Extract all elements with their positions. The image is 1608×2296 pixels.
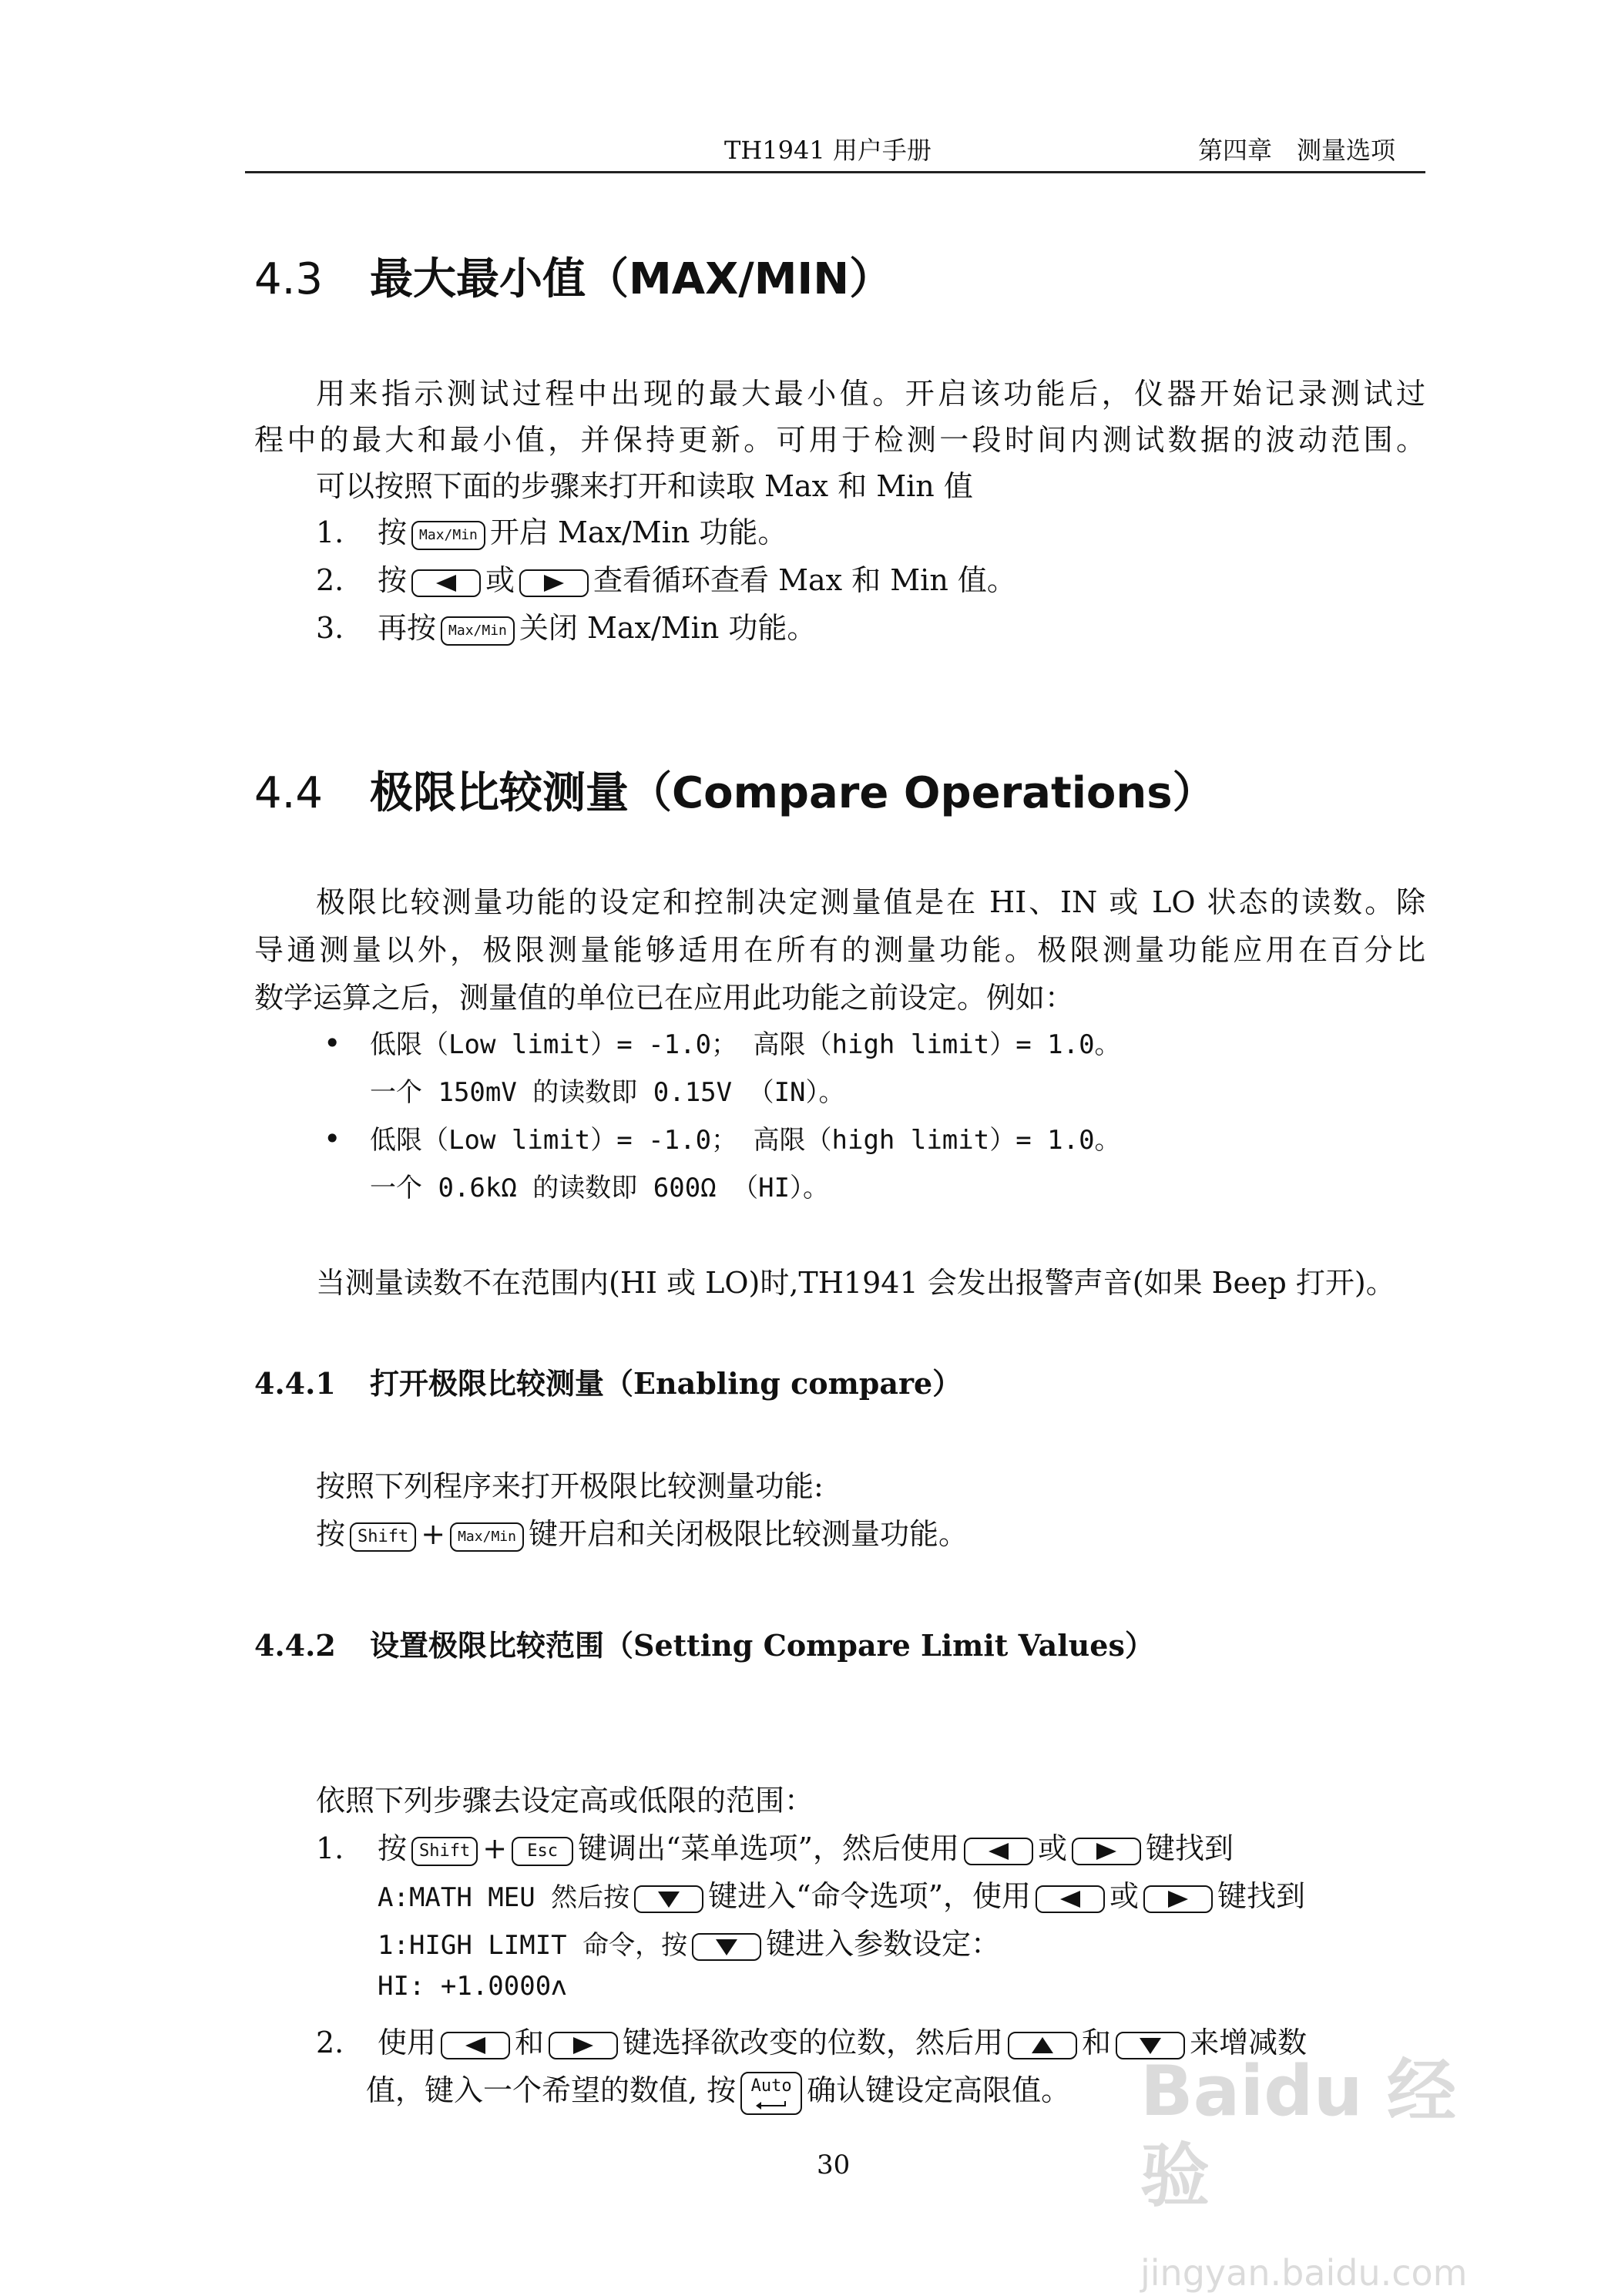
header-rule bbox=[245, 171, 1425, 173]
up-arrow-key-icon bbox=[1008, 2032, 1077, 2059]
display-readout: HI: +1.0000ʌ bbox=[378, 1971, 567, 2002]
list-number: 1. bbox=[316, 515, 344, 549]
paragraph-line: 用来指示测试过程中出现的最大最小值。开启该功能后，仪器开始记录测试过 bbox=[316, 377, 1425, 411]
list-number: 1. bbox=[316, 1831, 344, 1865]
bullet-subtext bbox=[370, 1166, 1541, 1204]
right-arrow-key-icon bbox=[1143, 1885, 1213, 1913]
right-arrow-key-icon bbox=[549, 2032, 618, 2059]
section-title: 打开极限比较测量（Enabling compare） bbox=[370, 1366, 962, 1401]
auto-enter-key-icon bbox=[740, 2072, 802, 2115]
paragraph-line: 数学运算之后，测量值的单位已在应用此功能之前设定。例如： bbox=[254, 981, 1075, 1015]
list-text: 或 bbox=[1037, 1831, 1067, 1865]
section-number: 4.4 bbox=[254, 768, 324, 818]
list-item-continuation bbox=[378, 1872, 1549, 1915]
down-arrow-key-icon bbox=[634, 1885, 703, 1913]
list-text: 查看循环查看 Max 和 Min 值。 bbox=[593, 563, 1016, 597]
list-item-continuation bbox=[378, 1968, 1549, 2002]
right-arrow-key-icon bbox=[1072, 1838, 1141, 1865]
section-4-4-1-heading bbox=[254, 1360, 962, 1402]
list-text: 键调出“菜单选项”，然后使用 bbox=[578, 1831, 959, 1865]
bullet-item bbox=[324, 1023, 1433, 1061]
shift-key-icon: Shift bbox=[411, 1837, 478, 1866]
list-text: 键选择欲改变的位数，然后用 bbox=[623, 2026, 1004, 2059]
list-item bbox=[316, 604, 1425, 646]
bullet-text: 一个 0.6kΩ 的读数即 600Ω （HI）。 bbox=[370, 1173, 830, 1203]
list-number: 3. bbox=[316, 611, 344, 645]
section-title: 极限比较测量（Compare Operations） bbox=[370, 768, 1216, 818]
key-label: Auto bbox=[750, 2076, 792, 2096]
list-text: 和 bbox=[1082, 2026, 1112, 2059]
paragraph-line: 程中的最大和最小值，并保持更新。可用于检测一段时间内测试数据的波动范围。 bbox=[254, 423, 1425, 457]
paragraph-line: 导通测量以外，极限测量能够适用在所有的测量功能。极限测量功能应用在百分比 bbox=[254, 933, 1425, 967]
paragraph-line: 依照下列步骤去设定高或低限的范围： bbox=[316, 1784, 814, 1818]
list-item-continuation bbox=[378, 1920, 1549, 1962]
text: 按 bbox=[316, 1517, 346, 1551]
maxmin-key-icon: Max/Min bbox=[411, 521, 485, 550]
list-text: 再按 bbox=[378, 611, 437, 645]
bullet-icon: • bbox=[324, 1026, 341, 1060]
section-number: 4.3 bbox=[254, 254, 324, 304]
list-text: 键找到 bbox=[1145, 1831, 1234, 1865]
list-text: 关闭 Max/Min 功能。 bbox=[519, 611, 817, 645]
list-item bbox=[316, 1824, 1425, 1867]
section-4-4-2-heading bbox=[254, 1622, 1154, 1664]
shift-key-icon: Shift bbox=[350, 1522, 416, 1552]
list-text: 按 bbox=[378, 515, 408, 549]
list-text: 开启 Max/Min 功能。 bbox=[489, 515, 787, 549]
section-number: 4.4.2 bbox=[254, 1628, 336, 1663]
section-4-3-heading bbox=[254, 245, 892, 307]
list-text: 或 bbox=[1109, 1879, 1140, 1913]
list-text: 使用 bbox=[378, 2026, 437, 2059]
list-text: 1:HIGH LIMIT 命令，按 bbox=[378, 1930, 688, 1961]
baidu-watermark bbox=[1140, 2049, 1502, 2294]
list-text: 键进入“命令选项”，使用 bbox=[708, 1879, 1032, 1913]
list-text: 按 bbox=[378, 563, 408, 597]
list-text: A:MATH MEU 然后按 bbox=[378, 1882, 630, 1913]
maxmin-key-icon: Max/Min bbox=[441, 616, 515, 646]
bullet-text: 低限（Low limit）= -1.0； 高限（high limit）= 1.0。 bbox=[370, 1029, 1121, 1060]
down-arrow-key-icon bbox=[692, 1933, 761, 1961]
esc-key-icon: Esc bbox=[512, 1837, 573, 1866]
list-number: 2. bbox=[316, 563, 344, 597]
right-arrow-key-icon bbox=[519, 569, 589, 597]
text: + bbox=[421, 1517, 446, 1551]
list-text: 键找到 bbox=[1217, 1879, 1306, 1913]
maxmin-key-icon: Max/Min bbox=[450, 1522, 524, 1552]
bullet-text: 一个 150mV 的读数即 0.15V （IN）。 bbox=[370, 1077, 845, 1108]
list-text: 值，键入一个希望的数值, 按 bbox=[366, 2073, 737, 2107]
header-chapter: 第四章 测量选项 bbox=[1198, 136, 1396, 165]
paragraph-line: 极限比较测量功能的设定和控制决定测量值是在 HI、IN 或 LO 状态的读数。除 bbox=[316, 885, 1425, 919]
list-item bbox=[316, 556, 1425, 599]
list-text: 键进入参数设定： bbox=[766, 1927, 1001, 1961]
section-4-4-heading bbox=[254, 759, 1216, 821]
section-number: 4.4.1 bbox=[254, 1366, 336, 1401]
bullet-subtext bbox=[370, 1071, 1541, 1109]
left-arrow-key-icon bbox=[1036, 1885, 1105, 1913]
paragraph-line: 当测量读数不在范围内(HI 或 LO)时,TH1941 会发出报警声音(如果 Beep 打开)。 bbox=[316, 1266, 1395, 1300]
bullet-text: 低限（Low limit）= -1.0； 高限（high limit）= 1.0。 bbox=[370, 1125, 1121, 1156]
watermark-url: jingyan.baidu.com bbox=[1140, 2252, 1468, 2294]
left-arrow-key-icon bbox=[964, 1838, 1033, 1865]
list-item bbox=[316, 509, 1425, 551]
paragraph-line: 按照下列程序来打开极限比较测量功能: bbox=[316, 1469, 824, 1503]
section-title: 最大最小值（MAX/MIN） bbox=[370, 254, 893, 304]
text: 键开启和关闭极限比较测量功能。 bbox=[528, 1517, 968, 1551]
bullet-icon: • bbox=[324, 1122, 341, 1156]
list-text: 或 bbox=[485, 563, 515, 597]
list-text: 和 bbox=[515, 2026, 545, 2059]
left-arrow-key-icon bbox=[441, 2032, 510, 2059]
page-number: 30 bbox=[817, 2150, 851, 2180]
left-arrow-key-icon bbox=[411, 569, 481, 597]
watermark-brand: Baidu 经验 bbox=[1140, 2051, 1457, 2217]
paragraph-line bbox=[316, 1510, 1425, 1552]
bullet-item bbox=[324, 1119, 1433, 1156]
section-title: 设置极限比较范围（Setting Compare Limit Values） bbox=[370, 1628, 1154, 1663]
list-text: + bbox=[482, 1831, 508, 1865]
header-doc-title: TH1941 用户手册 bbox=[724, 136, 932, 165]
list-text: 确认键设定高限值。 bbox=[807, 2073, 1071, 2107]
list-number: 2. bbox=[316, 2026, 344, 2059]
paragraph-line: 可以按照下面的步骤来打开和读取 Max 和 Min 值 bbox=[316, 469, 973, 503]
list-text: 来增减数 bbox=[1190, 2026, 1308, 2059]
list-text: 按 bbox=[378, 1831, 408, 1865]
